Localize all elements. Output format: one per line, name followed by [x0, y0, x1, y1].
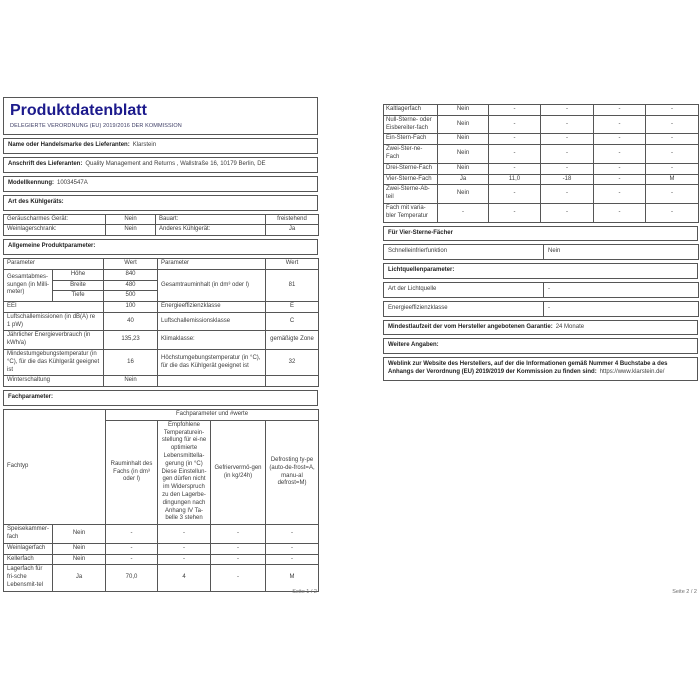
page-subtitle: DELEGIERTE VERORDNUNG (EU) 2019/2016 DER KOMMISSION — [10, 123, 182, 130]
light-source-type-table — [383, 282, 699, 298]
column-header-cell: Fachtyp — [4, 410, 106, 525]
value-cell: M — [646, 174, 699, 185]
dimension-name-cell: Tiefe — [53, 291, 104, 302]
value-cell: - — [594, 115, 646, 134]
value-cell: - — [489, 105, 541, 116]
supplier-name-row — [3, 138, 318, 154]
manufacturer-website-link[interactable]: https://www.klarstein.de/ — [599, 368, 665, 375]
general-parameters-table — [3, 258, 319, 387]
dimension-value-cell: 840 — [104, 269, 158, 280]
value-cell: - — [541, 105, 594, 116]
param-value-cell: 81 — [266, 269, 319, 301]
param-label-cell: Schnelleinfrierfunktion — [384, 245, 544, 260]
table-row — [4, 525, 319, 544]
fast-freeze-table — [383, 244, 699, 260]
value-cell: - — [594, 174, 646, 185]
param-value-cell: 100 — [104, 302, 158, 313]
page-1 — [3, 97, 318, 607]
warranty-value: 24 Monate — [555, 323, 585, 330]
param-value-cell: 32 — [266, 350, 319, 376]
table-row — [4, 312, 319, 331]
table-row — [4, 302, 319, 313]
param-label-cell: Bauart: — [156, 214, 266, 225]
table-row — [4, 376, 319, 387]
light-source-efficiency-table — [383, 301, 699, 317]
value-cell: - — [541, 145, 594, 164]
value-cell: Ja — [438, 174, 489, 185]
value-cell: - — [541, 203, 594, 222]
section-header-more-info: Weitere Angaben: — [383, 338, 698, 354]
weblink-label: Weblink zur Website des Herstellers, auf der die Informationen gemäß Nummer 4 Buchstabe a des Anhangs der Verordnung (EU) 2019/2019 der Kommission zu finden sind: — [388, 361, 668, 375]
section-header-general-params: Allgemeine Produktparameter: — [3, 239, 318, 255]
value-cell: Nein — [438, 163, 489, 174]
table-row — [384, 163, 699, 174]
table-row — [384, 134, 699, 145]
table-row — [4, 543, 319, 554]
page-2 — [383, 97, 698, 607]
value-cell: M — [266, 565, 319, 591]
value-cell: - — [211, 543, 266, 554]
value-cell: -18 — [541, 174, 594, 185]
column-header-cell: Wert — [266, 258, 319, 269]
value-cell: - — [489, 145, 541, 164]
table-row — [384, 174, 699, 185]
value-cell: - — [106, 543, 158, 554]
column-header-cell: Parameter — [158, 258, 266, 269]
value-cell: - — [541, 185, 594, 204]
section-header-light-source: Lichtquellenparameter: — [383, 263, 698, 279]
table-row — [384, 301, 699, 316]
compartment-type-cell: Null-Sterne- oder Eisbereiter-fach — [384, 115, 438, 134]
warranty-label: Mindestlaufzeit der vom Hersteller angebotenen Garantie: — [388, 323, 553, 330]
value-cell: - — [489, 115, 541, 134]
param-value-cell: Ja — [266, 225, 319, 236]
column-header-cell: Wert — [104, 258, 158, 269]
compartment-type-cell: Drei-Sterne-Fach — [384, 163, 438, 174]
supplier-name-value: Klarstein — [132, 142, 157, 149]
page-2-content — [383, 104, 698, 381]
value-cell: - — [594, 105, 646, 116]
supplier-address-label: Anschrift des Lieferanten: — [8, 161, 83, 168]
value-cell: - — [541, 163, 594, 174]
column-header-cell: Rauminhalt des Fachs (in dm³ oder l) — [106, 420, 158, 524]
compartment-type-cell: Lagerfach für fri-sche Lebensmit-tel — [4, 565, 53, 591]
column-header-cell: Parameter — [4, 258, 104, 269]
value-cell: - — [594, 134, 646, 145]
param-value-cell: 135,23 — [104, 331, 158, 350]
value-cell: - — [106, 525, 158, 544]
weblink-row — [383, 357, 698, 381]
param-label-cell: EEI — [4, 302, 104, 313]
compartment-type-cell: Fach mit varia-bler Temperatur — [384, 203, 438, 222]
value-cell: - — [489, 163, 541, 174]
value-cell: - — [646, 185, 699, 204]
value-cell: - — [489, 134, 541, 145]
value-cell: - — [646, 115, 699, 134]
warranty-row — [383, 320, 698, 336]
param-label-cell: Anderes Kühlgerät: — [156, 225, 266, 236]
section-header-four-star: Für Vier-Sterne-Fächer — [383, 226, 698, 242]
value-cell: Nein — [438, 145, 489, 164]
compartment-type-cell: Vier-Sterne-Fach — [384, 174, 438, 185]
param-label-cell: Gesamtrauminhalt (in dm³ oder l) — [158, 269, 266, 301]
table-row — [4, 554, 319, 565]
value-cell: - — [489, 185, 541, 204]
supplier-address-value: Quality Management and Returns , Wallstraße 16, 10179 Berlin, DE — [85, 161, 266, 168]
empty-cell — [158, 376, 266, 387]
value-cell: - — [541, 115, 594, 134]
table-row — [4, 269, 319, 280]
param-label-cell: Energieeffizienzklasse — [384, 301, 544, 316]
param-value-cell: 16 — [104, 350, 158, 376]
table-row — [4, 214, 319, 225]
column-header-cell: Defrosting ty-pe (auto-de-frost=A, manu-al defrost=M) — [266, 420, 319, 524]
device-type-table — [3, 214, 319, 237]
table-row — [4, 331, 319, 350]
page-number: Seite 1 / 2 — [292, 589, 317, 595]
param-label-cell: Höchstumgebungstemperatur (in °C), für die das Kühlgerät geeignet ist — [158, 350, 266, 376]
value-cell: - — [158, 525, 211, 544]
page-title: Produktdatenblatt — [10, 102, 147, 119]
value-cell: - — [211, 554, 266, 565]
value-cell: - — [594, 185, 646, 204]
table-row — [384, 282, 699, 297]
compartment-type-cell: Kaltlagerfach — [384, 105, 438, 116]
param-value-cell: Nein — [544, 245, 699, 260]
model-id-value: 10034547A — [57, 179, 88, 186]
value-cell: - — [489, 203, 541, 222]
compartment-type-cell: Speisekammer-fach — [4, 525, 53, 544]
value-cell: - — [646, 163, 699, 174]
compartment-parameters-table — [3, 409, 319, 592]
value-cell: Nein — [53, 554, 106, 565]
param-label-cell: Luftschallemissionsklasse — [158, 312, 266, 331]
value-cell: - — [594, 203, 646, 222]
dimension-value-cell: 500 — [104, 291, 158, 302]
table-row — [384, 105, 699, 116]
value-cell: 11,0 — [489, 174, 541, 185]
param-label-cell: Gesamtabmes-sungen (in Milli-meter) — [4, 269, 53, 301]
compartment-type-cell: Zwei-Sterne-Ab-teil — [384, 185, 438, 204]
param-label-cell: Art der Lichtquelle — [384, 282, 544, 297]
table-row — [384, 115, 699, 134]
table-row — [384, 185, 699, 204]
value-cell: - — [211, 565, 266, 591]
param-value-cell: - — [544, 301, 699, 316]
value-cell: Nein — [438, 115, 489, 134]
value-cell: - — [266, 554, 319, 565]
table-row — [384, 203, 699, 222]
value-cell: Nein — [53, 525, 106, 544]
compartment-type-cell: Weinlagerfach — [4, 543, 53, 554]
dimension-name-cell: Höhe — [53, 269, 104, 280]
table-row — [384, 145, 699, 164]
value-cell: - — [158, 543, 211, 554]
table-header-row — [4, 258, 319, 269]
section-header-device-type: Art des Kühlgeräts: — [3, 195, 318, 211]
param-label-cell: Geräuscharmes Gerät: — [4, 214, 106, 225]
table-row — [4, 565, 319, 591]
param-value-cell: Nein — [104, 376, 158, 387]
param-label-cell: Klimaklasse: — [158, 331, 266, 350]
value-cell: Nein — [438, 134, 489, 145]
value-cell: - — [646, 145, 699, 164]
section-header-compartment-params: Fachparameter: — [3, 390, 318, 406]
table-header-row — [4, 410, 319, 421]
param-value-cell: gemäßigte Zone — [266, 331, 319, 350]
value-cell: 70,0 — [106, 565, 158, 591]
compartment-type-cell: Kellerfach — [4, 554, 53, 565]
value-cell: - — [594, 145, 646, 164]
star-compartments-table — [383, 104, 699, 223]
dimension-value-cell: 480 — [104, 280, 158, 291]
param-value-cell: 40 — [104, 312, 158, 331]
compartment-type-cell: Ein-Stern-Fach — [384, 134, 438, 145]
value-cell: - — [266, 543, 319, 554]
table-row — [4, 225, 319, 236]
param-label-cell: Luftschallemissionen (in dB(A) re 1 pW) — [4, 312, 104, 331]
value-cell: Nein — [53, 543, 106, 554]
compartment-type-cell: Zwei-Ster-ne-Fach — [384, 145, 438, 164]
table-row — [384, 245, 699, 260]
param-label-cell: Energieeffizienzklasse — [158, 302, 266, 313]
param-value-cell: - — [544, 282, 699, 297]
title-block — [3, 97, 318, 135]
group-header-cell: Fachparameter und #werte — [106, 410, 319, 421]
model-id-row — [3, 176, 318, 192]
empty-cell — [266, 376, 319, 387]
value-cell: - — [438, 203, 489, 222]
supplier-address-row — [3, 157, 318, 173]
param-value-cell: E — [266, 302, 319, 313]
page-number: Seite 2 / 2 — [672, 589, 697, 595]
value-cell: 4 — [158, 565, 211, 591]
value-cell: - — [158, 554, 211, 565]
value-cell: - — [266, 525, 319, 544]
param-value-cell: Nein — [106, 214, 156, 225]
param-label-cell: Winterschaltung — [4, 376, 104, 387]
value-cell: - — [594, 163, 646, 174]
column-header-cell: Empfohlene Temperaturein-stellung für ei-ne optimierte Lebensmittella-gerung (in °C) Diese Einstellun-gen dürfen nicht im Widerspruch zu den Lagerbe-dingungen nach Anhang IV Ta-belle 3 stehen — [158, 420, 211, 524]
value-cell: - — [646, 134, 699, 145]
column-header-cell: Gefriervermö-gen (in kg/24h) — [211, 420, 266, 524]
dimension-name-cell: Breite — [53, 280, 104, 291]
supplier-name-label: Name oder Handelsmarke des Lieferanten: — [8, 142, 130, 149]
value-cell: - — [106, 554, 158, 565]
param-value-cell: Nein — [106, 225, 156, 236]
value-cell: - — [541, 134, 594, 145]
param-label-cell: Weinlagerschrank: — [4, 225, 106, 236]
table-row — [4, 350, 319, 376]
model-id-label: Modellkennung: — [8, 179, 54, 186]
value-cell: Nein — [438, 105, 489, 116]
param-label-cell: Mindestumgebungstemperatur (in °C), für die das Kühlgerät geeignet ist — [4, 350, 104, 376]
param-value-cell: C — [266, 312, 319, 331]
value-cell: - — [211, 525, 266, 544]
value-cell: - — [646, 105, 699, 116]
value-cell: Nein — [438, 185, 489, 204]
param-value-cell: freistehend — [266, 214, 319, 225]
param-label-cell: Jährlicher Energieverbrauch (in kWh/a) — [4, 331, 104, 350]
value-cell: Ja — [53, 565, 106, 591]
value-cell: - — [646, 203, 699, 222]
